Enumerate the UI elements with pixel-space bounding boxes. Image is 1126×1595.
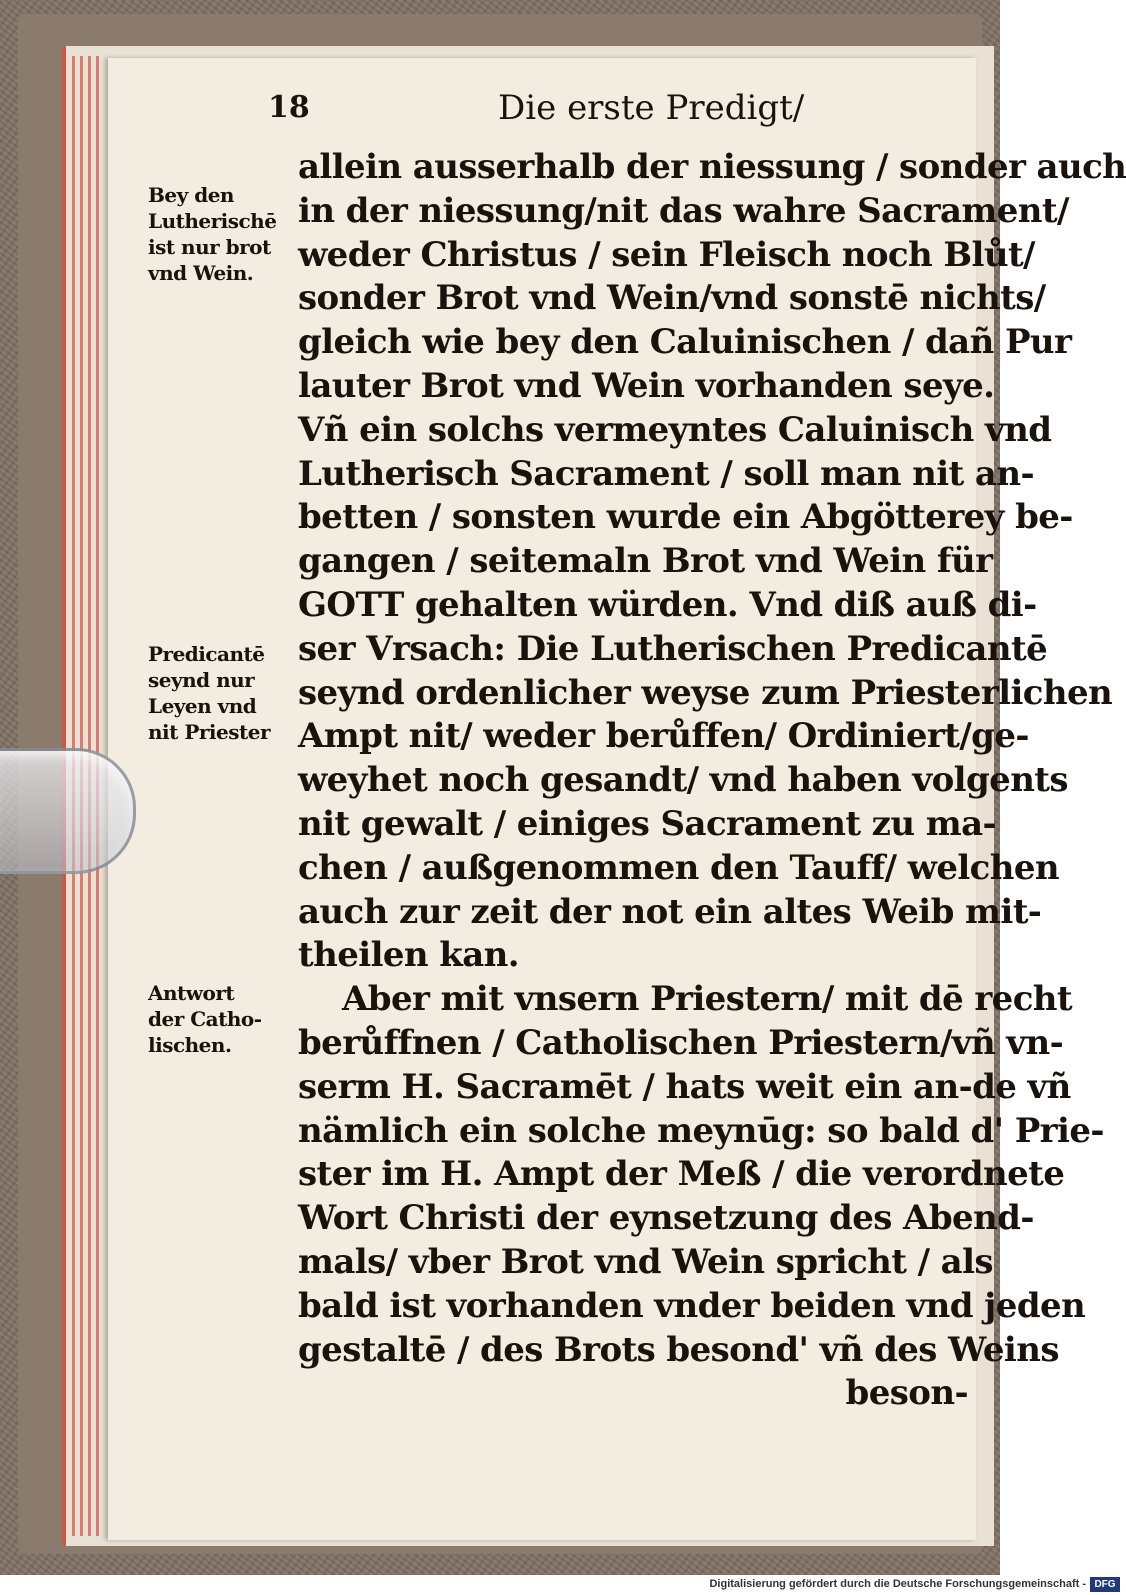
text-line: mals/ vber Brot vnd Wein spricht / als (298, 1241, 993, 1282)
text-line: weder Christus / sein Fleisch noch Blůt/ (298, 234, 1035, 275)
margin-note-line: Bey den (148, 183, 234, 207)
text-line: Vñ ein solchs vermeyntes Caluinisch vnd (298, 409, 1052, 450)
text-line: Wort Christi der eynsetzung des Abend- (298, 1198, 1034, 1239)
margin-note (148, 641, 298, 745)
text-line: nit gewalt / einiges Sacrament zu ma- (298, 803, 997, 844)
text-line: GOTT gehalten würden. Vnd diß auß di- (298, 584, 1037, 625)
margin-note-line: der Catho- (148, 1007, 262, 1031)
catchword: beson- (845, 1373, 968, 1414)
margin-note (148, 980, 298, 1058)
text-line: Aber mit vnsern Priestern/ mit dē recht (342, 979, 1073, 1020)
book-page (108, 58, 1126, 1540)
margin-note-line: Antwort (148, 981, 235, 1005)
margin-note-line: vnd Wein. (148, 261, 254, 285)
text-line: lauter Brot vnd Wein vorhanden seye. (298, 365, 995, 406)
paper-clip (0, 748, 136, 874)
text-line: nämlich ein solche meynūg: so bald d' Prie- (298, 1110, 1104, 1151)
margin-note-line: lischen. (148, 1033, 232, 1057)
text-line: chen / außgenommen den Tauff/ welchen (298, 847, 1060, 888)
margin-note (148, 182, 298, 286)
funding-credit: Digitalisierung gefördert durch die Deutsche Forschungsgemeinschaft - (709, 1578, 1086, 1590)
margin-note-line: ist nur brot (148, 235, 271, 259)
text-line: gestaltē / des Brots besond' vñ des Weins (298, 1329, 1059, 1370)
text-line: seynd ordenlicher weyse zum Priesterlichen (298, 672, 1113, 713)
text-line: serm H. Sacramēt / hats weit ein an-de vñ (298, 1066, 1071, 1107)
margin-note-line: seynd nur (148, 668, 255, 692)
page-header (108, 88, 976, 132)
text-line: auch zur zeit der not ein altes Weib mit- (298, 891, 1042, 932)
text-line: Lutherisch Sacrament / soll man nit an- (298, 453, 1034, 494)
text-line: ster im H. Ampt der Meß / die verordnete (298, 1154, 1065, 1195)
margin-note-line: Lutherischē (148, 209, 277, 233)
text-line: bald ist vorhanden vnder beiden vnd jeden (298, 1285, 1086, 1326)
text-line: sonder Brot vnd Wein/vnd sonstē nichts/ (298, 278, 1046, 319)
text-line: ser Vrsach: Die Lutherischen Predicantē (298, 628, 1048, 669)
text-line: gleich wie bey den Caluinischen / dañ Pur (298, 322, 1072, 363)
body-text (298, 146, 1126, 1416)
text-line: berůffnen / Catholischen Priestern/vñ vn- (298, 1022, 1064, 1063)
margin-note-line: nit Priester (148, 720, 270, 744)
running-head: Die erste Predigt/ (498, 88, 805, 128)
text-line: betten / sonsten wurde ein Abgötterey be- (298, 497, 1073, 538)
margin-note-line: Leyen vnd (148, 694, 257, 718)
dfg-logo: DFG (1090, 1577, 1120, 1592)
text-line: theilen kan. (298, 935, 520, 976)
text-line: allein ausserhalb der niessung / sonder auch (298, 147, 1126, 187)
text-line: gangen / seitemaln Brot vnd Wein für (298, 541, 993, 582)
text-line: in der niessung/nit das wahre Sacrament/ (298, 190, 1069, 231)
text-line: weyhet noch gesandt/ vnd haben volgents (298, 760, 1068, 801)
margin-note-line: Predicantē (148, 642, 265, 666)
page-number: 18 (268, 90, 310, 125)
footer-bar (0, 1575, 1126, 1595)
text-line: Ampt nit/ weder berůffen/ Ordiniert/ge- (298, 716, 1029, 757)
